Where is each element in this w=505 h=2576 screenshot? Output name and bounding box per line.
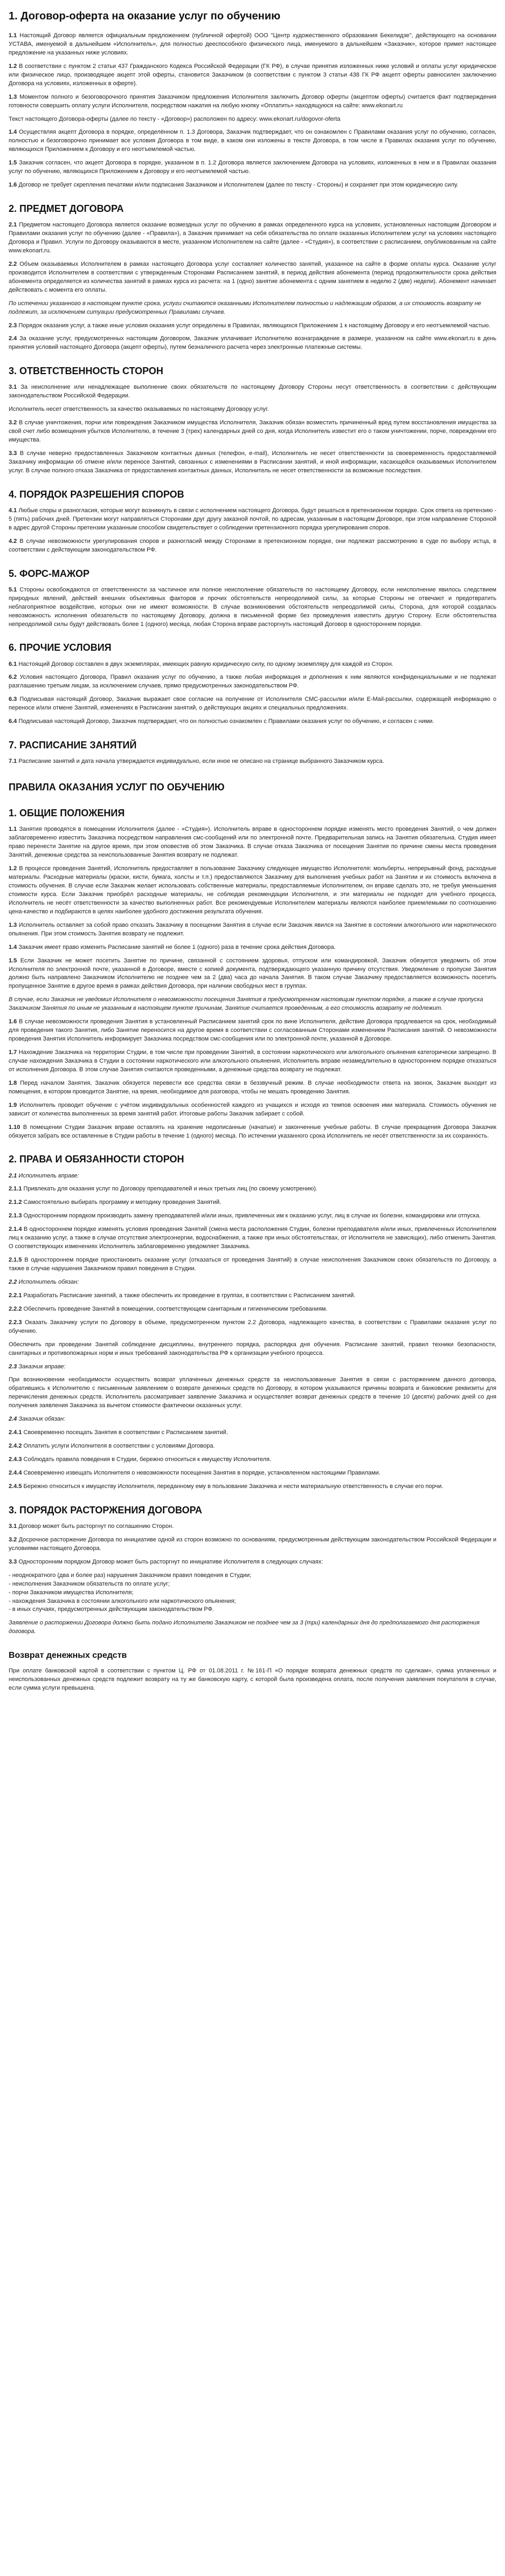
clause-number: 1.5 [9, 957, 17, 964]
clause-paragraph [9, 1442, 496, 1451]
section-heading: 4. ПОРЯДОК РАЗРЕШЕНИЯ СПОРОВ [9, 488, 184, 500]
clause-text: Условия настоящего Договора, Правил оказания услуг по обучению, а также любая информация и дополнения к ним являются конфиденциальными и не подлежат разглашению третьим лицам, за исключением случаев, прямо предусмотренных законодательством РФ. [9, 674, 496, 690]
clause-paragraph [9, 921, 496, 939]
clause-paragraph [9, 115, 496, 124]
clause-text: Соблюдать правила поведения в Студии, бережно относиться к имуществу Исполнителя. [23, 1456, 272, 1463]
clause-number: 7.1 [9, 758, 17, 765]
clause-paragraph [9, 695, 496, 713]
clause-number: 3.1 [9, 384, 17, 391]
clause-number: 2.4 [9, 335, 17, 342]
clause-text: Договор не требует скрепления печатями и/или подписания Заказчиком и Исполнителем (далее по тексту - Стороны) и сохраняет при этом юридическую силу. [18, 182, 459, 189]
refund-title: Возврат денежных средств [9, 1651, 127, 1661]
clause-paragraph [9, 957, 496, 991]
clause-paragraph [9, 1558, 496, 1567]
clause-number: 2.3 [9, 322, 17, 329]
clause-number: 2.4.2 [9, 1443, 22, 1450]
clause-paragraph [9, 1341, 496, 1358]
clause-text: Осуществляя акцепт Договора в порядке, определённом п. 1.3 Договора, Заказчик подтверждает, что он ознакомлен с Правилами оказания услуг по обучению, согласен, полностью и безоговорочно принимает все условия Договора в том виде, в каком они изложены в тексте Договора, в том числе в Правилах оказания услуг по обучению, являющихся Приложением к Договору и его неотъемлемой частью. [9, 129, 496, 153]
clause-number: 2.2.2 [9, 1305, 22, 1312]
section-heading: 5. ФОРС-МАЖОР [9, 568, 89, 579]
clause-text: Исполнитель несет ответственность за качество оказываемых по настоящему Договору услуг. [9, 406, 269, 413]
clause-paragraph [9, 1305, 496, 1314]
clause-text: Перед началом Занятия, Заказчик обязуется перевести все средства связи в беззвучный режим. В случае необходимости ответа на звонок, Заказчик выходит из помещения, в котором проводится Занятие, на время, необходимое для разговора, чтобы не мешать проведению Занятия. [9, 1079, 496, 1095]
clause-text: Моментом полного и безоговорочного принятия Заказчиком предложения Исполнителя заключить Договор оферты (акцептом оферты) считается факт подтверждения готовности совершить оплату услуги Исполнителя, посредством нажатия на любую кнопку «Оплатить» находящуюся на сайте: www.ekonart.ru [9, 93, 496, 109]
clause-number: 3.1 [9, 1523, 17, 1530]
clause-text: В случае, если Заказчик не уведомил Исполнителя о невозможности посещения Занятия в предусмотренном настоящим пунктом порядке, а также в случае пропуска Заказчиком Занятия по иным не указанным в настоящем пункте причинам, Занятие считается проведенным, а его стоимость возврату не подлежит. [9, 996, 483, 1012]
rules-sections [9, 806, 496, 1636]
clause-number: 4.2 [9, 538, 17, 545]
clause-text: Подписывая настоящий Договор, Заказчик выражает свое согласие на получение от Исполнителя СМС-рассылки и/или E-Mail-рассылки, содержащей информацию о переносе и/или отмене Занятий, изменениях в Расписании занятий, о действующих акциях и специальных предложениях. [9, 696, 497, 712]
clause-paragraph [9, 865, 496, 917]
section-heading: 6. ПРОЧИЕ УСЛОВИЯ [9, 642, 112, 653]
clause-paragraph [9, 32, 496, 58]
clause-text: В случае уничтожения, порчи или повреждения Заказчиком имущества Исполнителя, Заказчик обязан возместить причиненный вред путем восстановления имущества за свой счет либо возмещения убытков Исполнителю, в течение 3 (трех) календарных дней со дня, когда Исполнитель известит его о таком уничтожении, порче, повреждении его имущества. [9, 419, 496, 444]
clause-paragraph [9, 1415, 496, 1424]
clause-paragraph [9, 1172, 496, 1181]
clause-text: Бережно относиться к имуществу Исполнителя, переданному ему в пользование Заказчика и нести материальную ответственность в случае его порчи. [23, 1483, 444, 1490]
contract-sections [9, 202, 496, 766]
clause-number: 2.4 [9, 1416, 17, 1423]
clause-text: Односторонним порядком производить замену преподавателей и/или иных, привлеченных им к оказанию услуг, лиц в случае их болезни, командировки или отпуска. [23, 1213, 481, 1220]
clause-text: Исполнитель проводит обучение с учётом индивидуальных особенностей каждого из учащихся и исходя из темпов освоения ими материала. Стоимость обучения не зависит от количества выполненных за время занятий работ. Итоговые работы Заказчик забирает с собой. [9, 1101, 496, 1117]
clause-text: Заказчик согласен, что акцепт Договора в порядке, указанном в п. 1.2 Договора является заключением Договора на условиях, изложенных в нем и в Правилах оказания услуг по обучению, являющихся Приложением к Договору и его неотъемлемой частью. [9, 160, 496, 175]
clause-paragraph [9, 538, 496, 555]
clause-paragraph [9, 63, 496, 88]
clause-paragraph [9, 1101, 496, 1119]
clause-number: 2.2 [9, 260, 17, 267]
refund-text: При оплате банковской картой в соответствии с пунктом Ц. РФ от 01.08.2011 г. №161-П «О порядке возврата денежных средств по сделкам», сумма уплаченных и неиспользованных денежных средств подлежит возврату на ту же банковскую карту, с которой была произведена оплата, после получения заявления покупателя в случае, если сумма услуги превышена. [9, 1668, 496, 1692]
clause-number: 1.2 [9, 865, 17, 872]
clause-paragraph [9, 1079, 496, 1097]
clause-paragraph [9, 1319, 496, 1336]
clause-text: Исполнитель вправе: [18, 1172, 79, 1179]
clause-paragraph [9, 450, 496, 476]
clause-text: В соответствии с пунктом 2 статьи 437 Гражданского Кодекса Российской Федерации (ГК РФ), в случае принятия изложенных ниже условий и оплаты услуг юридическое или физическое лицо, производящее акцепт этой оферты, становится Заказчиком (в соответствии с пунктом 3 статьи 438 ГК РФ акцепт оферты равносилен заключению Договора на условиях, изложенных в оферте). [9, 63, 496, 87]
clause-number: 1.4 [9, 943, 17, 950]
clause-number: 2.3 [9, 1363, 17, 1370]
clause-number: 2.1.5 [9, 1257, 22, 1264]
clause-paragraph [9, 93, 496, 111]
list-item: - в иных случаях, предусмотренных действующим законодательством РФ. [9, 1606, 214, 1613]
clause-text: Односторонним порядком Договор может быть расторгнут по инициативе Исполнителя в следующих случаях: [18, 1558, 323, 1565]
clause-text: Порядок оказания услуг, а также иные условия оказания услуг определены в Правилах, являющихся Приложением 1 к настоящему Договору и его неотъемлемой частью. [18, 322, 490, 329]
clause-number: 2.4.4 [9, 1469, 22, 1476]
list-item: - неисполнения Заказчиком обязательств по оплате услуг; [9, 1580, 170, 1587]
clause-text: Если Заказчик не может посетить Занятие по причине, связанной с состоянием здоровья, отпуском или командировкой, Заказчик обязуется уведомить об этом Исполнителя по электронной почте, указанной в Договоре, вместе с копией документа, подтверждающего указанную причину отсутствия. Уведомление о пропуске Занятия должно быть направлено Заказчиком Исполнителю не позднее чем за 2 (два) часа до начала Занятия. В таком случае Заказчику предоставляется возможность посетить пропущенное Занятие в другое время в рамках действия Договора, при наличии свободных мест в группах. [9, 957, 496, 990]
termination-list [9, 1572, 496, 1615]
clause-text: При возникновении необходимости осуществить возврат уплаченных денежных средств за неиспользованные Занятия в связи с расторжением данного договора, обратившись к Исполнителю с письменным заявлением о возврате денежных средств по Договору, в котором указываются причины возврата и банковские реквизиты для перечисления денежных средств. Исполнитель рассматривает заявление Заказчика и осуществляет возврат денежных средств в течение 10 (десяти) рабочих дней со дня получения заявления Заказчика за вычетом стоимости фактически оказанных услуг. [9, 1376, 496, 1409]
document-title: 1. Договор-оферта на оказание услуг по обучению [9, 10, 281, 22]
clause-text: Любые споры и разногласия, которые могут возникнуть в связи с исполнением настоящего Договора, будут решаться в претензионном порядке. Срок ответа на претензию - 5 (пять) рабочих дней. Претензии могут направляться Сторонами друг другу заказной почтой, по адресам, указанным в настоящем Договоре, при этом направление Стороной в адрес другой Стороны претензии указанным способом свидетельствует о соблюдении претензионного порядка урегулирования споров. [9, 507, 496, 531]
clause-paragraph [9, 405, 496, 414]
clause-paragraph [9, 1256, 496, 1273]
clause-text: Самостоятельно выбирать программу и методику проведения Занятий. [23, 1199, 222, 1206]
clause-number: 1.6 [9, 1018, 17, 1025]
clause-number: 2.1 [9, 222, 17, 229]
clause-number: 6.2 [9, 674, 17, 681]
clause-number: 2.4.1 [9, 1429, 22, 1436]
clause-paragraph [9, 128, 496, 154]
clause-number: 1.1 [9, 32, 17, 39]
clause-text: Заказчик имеет право изменить Расписание занятий не более 1 (одного) раза в течение срока действия Договора. [18, 943, 336, 950]
clause-paragraph [9, 507, 496, 533]
clause-text: Объем оказываемых Исполнителем в рамках настоящего Договора услуг составляет количество занятий, указанное на сайте в форме оплаты курса. Оказание услуг производится Исполнителем в соответствии с утвержденным Сторонами Расписанием занятий, в период действия абонемента (период продолжительности срока действия абонемента определяется из количества занятий в рамках курса из расчета: на 1 (одно) занятие абонемента с одним занятием в неделю 2 (две) недели). Абонемент начинает действовать с момента его оплаты. [9, 260, 497, 293]
intro-section [9, 32, 496, 190]
clause-paragraph [9, 335, 496, 352]
clause-text: В помещении Студии Заказчик вправе оставлять на хранение недописанные (начатые) и законченные учебные работы. В случае прекращения Договора Заказчик обязуется забрать все оставленные в Студии работы в течение 1 (одного) месяца. По истечении указанного срока Исполнитель не несёт ответственности за их сохранность. [9, 1124, 496, 1139]
clause-paragraph [9, 1619, 496, 1636]
clause-paragraph [9, 1456, 496, 1464]
clause-paragraph [9, 757, 496, 766]
clause-text: Заказчик обязан: [18, 1416, 66, 1423]
clause-number: 1.3 [9, 93, 17, 100]
clause-paragraph [9, 419, 496, 445]
clause-text: Обеспечить при проведении Занятий соблюдение дисциплины, внутреннего порядка, распорядка дня обучения. Расписание занятий, правил техники безопасности, санитарных и противопожарных норм и иных требований законодательства РФ к организации учебного процесса. [9, 1341, 496, 1356]
clause-text: Своевременно посещать Занятия в соответствии с Расписанием занятий. [23, 1429, 229, 1436]
section-heading: 3. ОТВЕТСТВЕННОСТЬ СТОРОН [9, 366, 163, 377]
clause-number: 1.2 [9, 63, 17, 70]
clause-text: Настоящий Договор составлен в двух экземплярах, имеющих равную юридическую силу, по одному экземпляру для каждой из Сторон. [18, 660, 393, 667]
list-item: - порчи Заказчиком имущества Исполнителя; [9, 1589, 134, 1596]
clause-number: 6.3 [9, 696, 17, 703]
clause-text: В одностороннем порядке приостановить оказание услуг (отказаться от проведения Занятий) в случае неисполнения Заказчиком своих обязательств по Договору, а также в случае нарушения Заказчиком правил поведения в Студии. [9, 1257, 496, 1272]
clause-number: 3.2 [9, 419, 17, 426]
clause-paragraph [9, 1469, 496, 1478]
section-heading: 2. ПРАВА И ОБЯЗАННОСТИ СТОРОН [9, 1154, 184, 1165]
clause-paragraph [9, 1278, 496, 1287]
clause-paragraph [9, 1536, 496, 1553]
clause-paragraph [9, 1292, 496, 1300]
clause-number: 2.2 [9, 1278, 17, 1285]
clause-paragraph [9, 1225, 496, 1251]
clause-text: Оплатить услуги Исполнителя в соответствии с условиями Договора. [23, 1443, 215, 1450]
clause-paragraph [9, 996, 496, 1013]
clause-text: Договор может быть расторгнут по соглашению Сторон. [18, 1523, 174, 1530]
clause-number: 1.4 [9, 129, 17, 136]
clause-text: Исполнитель оставляет за собой право отказать Заказчику в посещении Занятия в случае если Заказчик явился на Занятие в состоянии алкогольного или наркотического опьянения. При этом стоимость Занятия возврату не подлежит. [9, 921, 496, 937]
clause-number: 2.1.2 [9, 1199, 22, 1206]
clause-number: 1.5 [9, 160, 17, 167]
clause-paragraph [9, 1049, 496, 1075]
clause-text: Разработать Расписание занятий, а также обеспечить их проведение в группах, в соответствии с Расписанием занятий. [23, 1292, 356, 1299]
clause-number: 1.10 [9, 1124, 20, 1131]
clause-text: Настоящий Договор является официальным предложением (публичной офертой) ООО "Центр художественного образования Бекелидзе", действующего на основании УСТАВА, именуемой в дальнейшем «Исполнитель», для полностью дееспособного физического лица, именуемого в дальнейшем «Заказчик», которое примет настоящее предложение на указанных ниже условиях. [9, 32, 496, 56]
clause-number: 5.1 [9, 586, 17, 593]
clause-paragraph [9, 1199, 496, 1207]
clause-text: Предметом настоящего Договора является оказание возмездных услуг по обучению в рамках определенного курса на условиях, установленных настоящим Договором и Правилами оказания услуг по обучению (далее - «Правила»), а Заказчик принимает на себя обязательства по оплате оказанных Исполнителем услуг на условиях настоящего Договора и Правил. Услуги по Договору оказываются в месте, указанном Исполнителем на сайте (далее - «Студия»), в соответствии с расписанием, опубликованным на сайте www.ekonart.ru. [9, 222, 496, 254]
clause-paragraph [9, 1523, 496, 1531]
clause-text: Подписывая настоящий Договор, Заказчик подтверждает, что он полностью ознакомлен с Правилами оказания услуг по обучению, и согласен с ними. [18, 718, 434, 725]
clause-text: В одностороннем порядке изменять условия проведения Занятий (смена места расположения Студии, болезни преподавателя и/или иных, привлеченных Исполнителем лиц к оказанию услуг, а также в случае отсутствия электроэнергии, водоснабжения, а также при иных обстоятельствах, от Исполнителя не зависящих), либо отменить Занятия. О соответствующих изменениях Исполнитель заблаговременно уведомляет Заказчика. [9, 1226, 496, 1250]
clause-text: В случае неверно предоставленных Заказчиком контактных данных (телефон, e-mail), Исполнитель не несет ответственности за своевременность предоставляемой Заказчику информации об отмене и/или переносе Занятий, связанных с изменениями в Расписании занятий, и иной информации, касающейся оказываемых Исполнителем услуг. В случае полного отказа Заказчика от предоставления контактных данных, Исполнитель не несет ответственности за возможные последствия. [9, 450, 496, 474]
clause-paragraph [9, 383, 496, 401]
clause-paragraph [9, 1212, 496, 1221]
clause-number: 1.7 [9, 1049, 17, 1056]
clause-text: За неисполнение или ненадлежащее выполнение своих обязательств по настоящему Договору Стороны несут ответственность в соответствии с действующим законодательством Российской Федерации. [9, 384, 496, 400]
clause-number: 2.1.1 [9, 1186, 22, 1193]
clause-number: 2.4.5 [9, 1483, 22, 1490]
clause-text: Обеспечить проведение Занятий в помещении, соответствующем санитарным и гигиеническим требованиям. [23, 1305, 328, 1312]
clause-number: 2.2.3 [9, 1319, 22, 1326]
clause-text: Оказать Заказчику услуги по Договору в объеме, предусмотренном пунктом 2.2 Договора, надлежащего качества, в соответствии с Правилами оказания услуг по обучению. [9, 1319, 496, 1334]
clause-number: 2.1 [9, 1172, 17, 1179]
clause-number: 3.3 [9, 450, 17, 457]
clause-paragraph [9, 1124, 496, 1141]
clause-text: Заказчик вправе: [18, 1363, 66, 1370]
clause-number: 4.1 [9, 507, 17, 514]
list-item: - нахождения Заказчика в состоянии алкогольного или наркотического опьянения; [9, 1597, 236, 1604]
clause-number: 1.6 [9, 182, 17, 189]
clause-paragraph [9, 159, 496, 176]
clause-text: Заявление о расторжении Договора должно быть подано Исполнителю Заказчиком не позднее чем за 3 (три) календарных дня до предполагаемого дня расторжения договора. [9, 1620, 480, 1635]
section-heading: 7. РАСПИСАНИЕ ЗАНЯТИЙ [9, 740, 137, 751]
clause-paragraph [9, 1363, 496, 1372]
clause-text: Досрочное расторжение Договора по инициативе одной из сторон возможно по основаниям, предусмотренным действующим законодательством Российской Федерации и условиями настоящего Договора. [9, 1536, 497, 1552]
clause-number: 6.4 [9, 718, 17, 725]
clause-paragraph [9, 1185, 496, 1194]
clause-text: Стороны освобождаются от ответственности за частичное или полное неисполнение обязательств по настоящему Договору, если неисполнение явилось следствием природных явлений, действий внешних объективных факторов и прочих обстоятельств непреодолимой силы, за которые Стороны не отвечают и предотвратить неблагоприятное воздействие, которых они не имеют возможности. В случае возникновения обстоятельств непреодолимой силы, Сторона, для которой создалась невозможность исполнения обязательств по настоящему Договору, должна в письменной форме без промедления известить другую Сторону. Если обстоятельства непреодолимой силы будут действовать более 1 (одного) месяца, любая Сторона вправе расторгнуть настоящий Договор в одностороннем порядке. [9, 586, 496, 628]
clause-number: 1.1 [9, 826, 17, 833]
clause-number: 2.4.3 [9, 1456, 22, 1463]
clause-text: В процессе проведения Занятий, Исполнитель предоставляет в пользование Заказчику следующее имущество Исполнителя: мольберты, непрерывный фонд, расходные материалы. Расходные материалы (краски, кисти, бумага, холсты и т.п.) предоставляются Заказчику для выполнения учебных работ на Занятии и их стоимость включена в стоимость обучения. В случае если Заказчик желает использовать собственные материалы, предоставляемые Исполнителем, он вправе сделать это, не требуя уменьшения стоимости курса. Если Заказчик приобрёл расходные материалы, не соблюдая рекомендации Исполнителя, и эти материалы не подходят для учебного процесса, Исполнитель не несёт ответственности за качество выполненных работ. Все рекомендуемые Исполнителем материалы являются наиболее приемлемыми по соотношению цена-качество и подбираются в целях наиболее удобного достижения результата обучения. [9, 865, 496, 915]
clause-paragraph [9, 322, 496, 330]
clause-paragraph [9, 221, 496, 256]
clause-number: 2.1.4 [9, 1226, 22, 1233]
clause-paragraph [9, 825, 496, 860]
clause-paragraph [9, 181, 496, 190]
list-item: - неоднократного (два и более раз) нарушения Заказчиком правил поведения в Студии; [9, 1572, 252, 1579]
clause-text: В случае невозможности проведения Занятия в установленный Расписанием занятий срок по вине Исполнителя, действие Договора продлевается на срок, необходимый для проведения такого Занятия, либо Занятие переносится на другое время в соответствии с согласованным Сторонами изменением Расписания занятий. О невозможности проведения Занятия Исполнитель информирует Заказчика посредством смс-сообщения или по электронной почте, указанной в Договоре. [9, 1018, 497, 1043]
clause-number: 1.9 [9, 1101, 17, 1108]
clause-paragraph [9, 673, 496, 691]
clause-text: Текст настоящего Договора-оферты (далее по тексту - «Договор») расположен по адресу: www.ekonart.ru/dogovor-oferta [9, 115, 341, 122]
clause-number: 6.1 [9, 660, 17, 667]
clause-paragraph [9, 260, 496, 295]
clause-text: Занятия проводятся в помещении Исполнителя (далее - «Студия»). Исполнитель вправе в одностороннем порядке изменять место проведения Занятий, о чем должен заблаговременно известить Заказчика посредством направления смс-сообщений или по электронной почте. Предварительная запись на Занятия обязательна. Студия имеет право перенести Занятие на другое время, при этом оповестив об этом Заказчика. В случае отказа Заказчика от посещения Занятия по причине смены места проведения Занятий, денежные средства за неиспользованные Занятия возврату не подлежат. [9, 826, 496, 859]
clause-number: 1.8 [9, 1079, 17, 1086]
clause-paragraph [9, 660, 496, 669]
section-heading: 2. ПРЕДМЕТ ДОГОВОРА [9, 203, 124, 215]
clause-text: В случае невозможности урегулирования споров и разногласий между Сторонами в претензионном порядке, они подлежат рассмотрению в суде по выбору истца, в соответствии с действующим законодательством РФ. [9, 538, 497, 553]
rules-title: ПРАВИЛА ОКАЗАНИЯ УСЛУГ ПО ОБУЧЕНИЮ [9, 782, 225, 793]
clause-paragraph [9, 1018, 496, 1044]
clause-paragraph [9, 586, 496, 629]
clause-paragraph [9, 718, 496, 726]
clause-number: 3.2 [9, 1536, 17, 1543]
clause-number: 2.2.1 [9, 1292, 22, 1299]
clause-text: Своевременно извещать Исполнителя о невозможности посещения Занятия в порядке, установленном настоящими Правилами. [23, 1469, 381, 1476]
clause-text: По истечении указанного в настоящем пункте срока, услуги считаются оказанными Исполнителем полностью и надлежащим образом, а их стоимость возврату не подлежит, за исключением ситуации предусмотренных Правилами случаев. [9, 300, 481, 315]
clause-paragraph [9, 1483, 496, 1491]
clause-text: Привлекать для оказания услуг по Договору преподавателей и иных третьих лиц (по своему усмотрению). [23, 1186, 317, 1193]
clause-paragraph [9, 1376, 496, 1410]
clause-number: 1.3 [9, 921, 17, 928]
clause-paragraph [9, 1429, 496, 1437]
clause-number: 2.1.3 [9, 1213, 22, 1220]
section-heading: 1. ОБЩИЕ ПОЛОЖЕНИЯ [9, 808, 125, 819]
clause-text: За оказание услуг, предусмотренных настоящим Договором, Заказчик уплачивает Исполнителю вознаграждение в размере, указанном на сайте www.ekonart.ru в день принятия условий настоящего Договора (акцепт оферты), путем безналичного расчета через электронные платежные системы. [9, 335, 496, 351]
clause-number: 3.3 [9, 1558, 17, 1565]
clause-text: Исполнитель обязан: [18, 1278, 79, 1285]
clause-text: Нахождение Заказчика на территории Студии, в том числе при проведении Занятий, в состоянии наркотического или алкогольного опьянения категорически запрещено. В случае нахождения Заказчика в Студии в состоянии наркотического или алкогольного опьянения, Исполнитель вправе незамедлительно в одностороннем порядке отказаться от исполнения Договора. В этом случае Занятия считаются проведенными, а денежные средства возврату не подлежат. [9, 1049, 497, 1073]
clause-paragraph [9, 943, 496, 952]
clause-text: Расписание занятий и дата начала утверждается индивидуально, если иное не описано на странице выбранного Заказчиком курса. [18, 758, 384, 765]
section-heading: 3. ПОРЯДОК РАСТОРЖЕНИЯ ДОГОВОРА [9, 1504, 203, 1516]
clause-paragraph [9, 300, 496, 317]
